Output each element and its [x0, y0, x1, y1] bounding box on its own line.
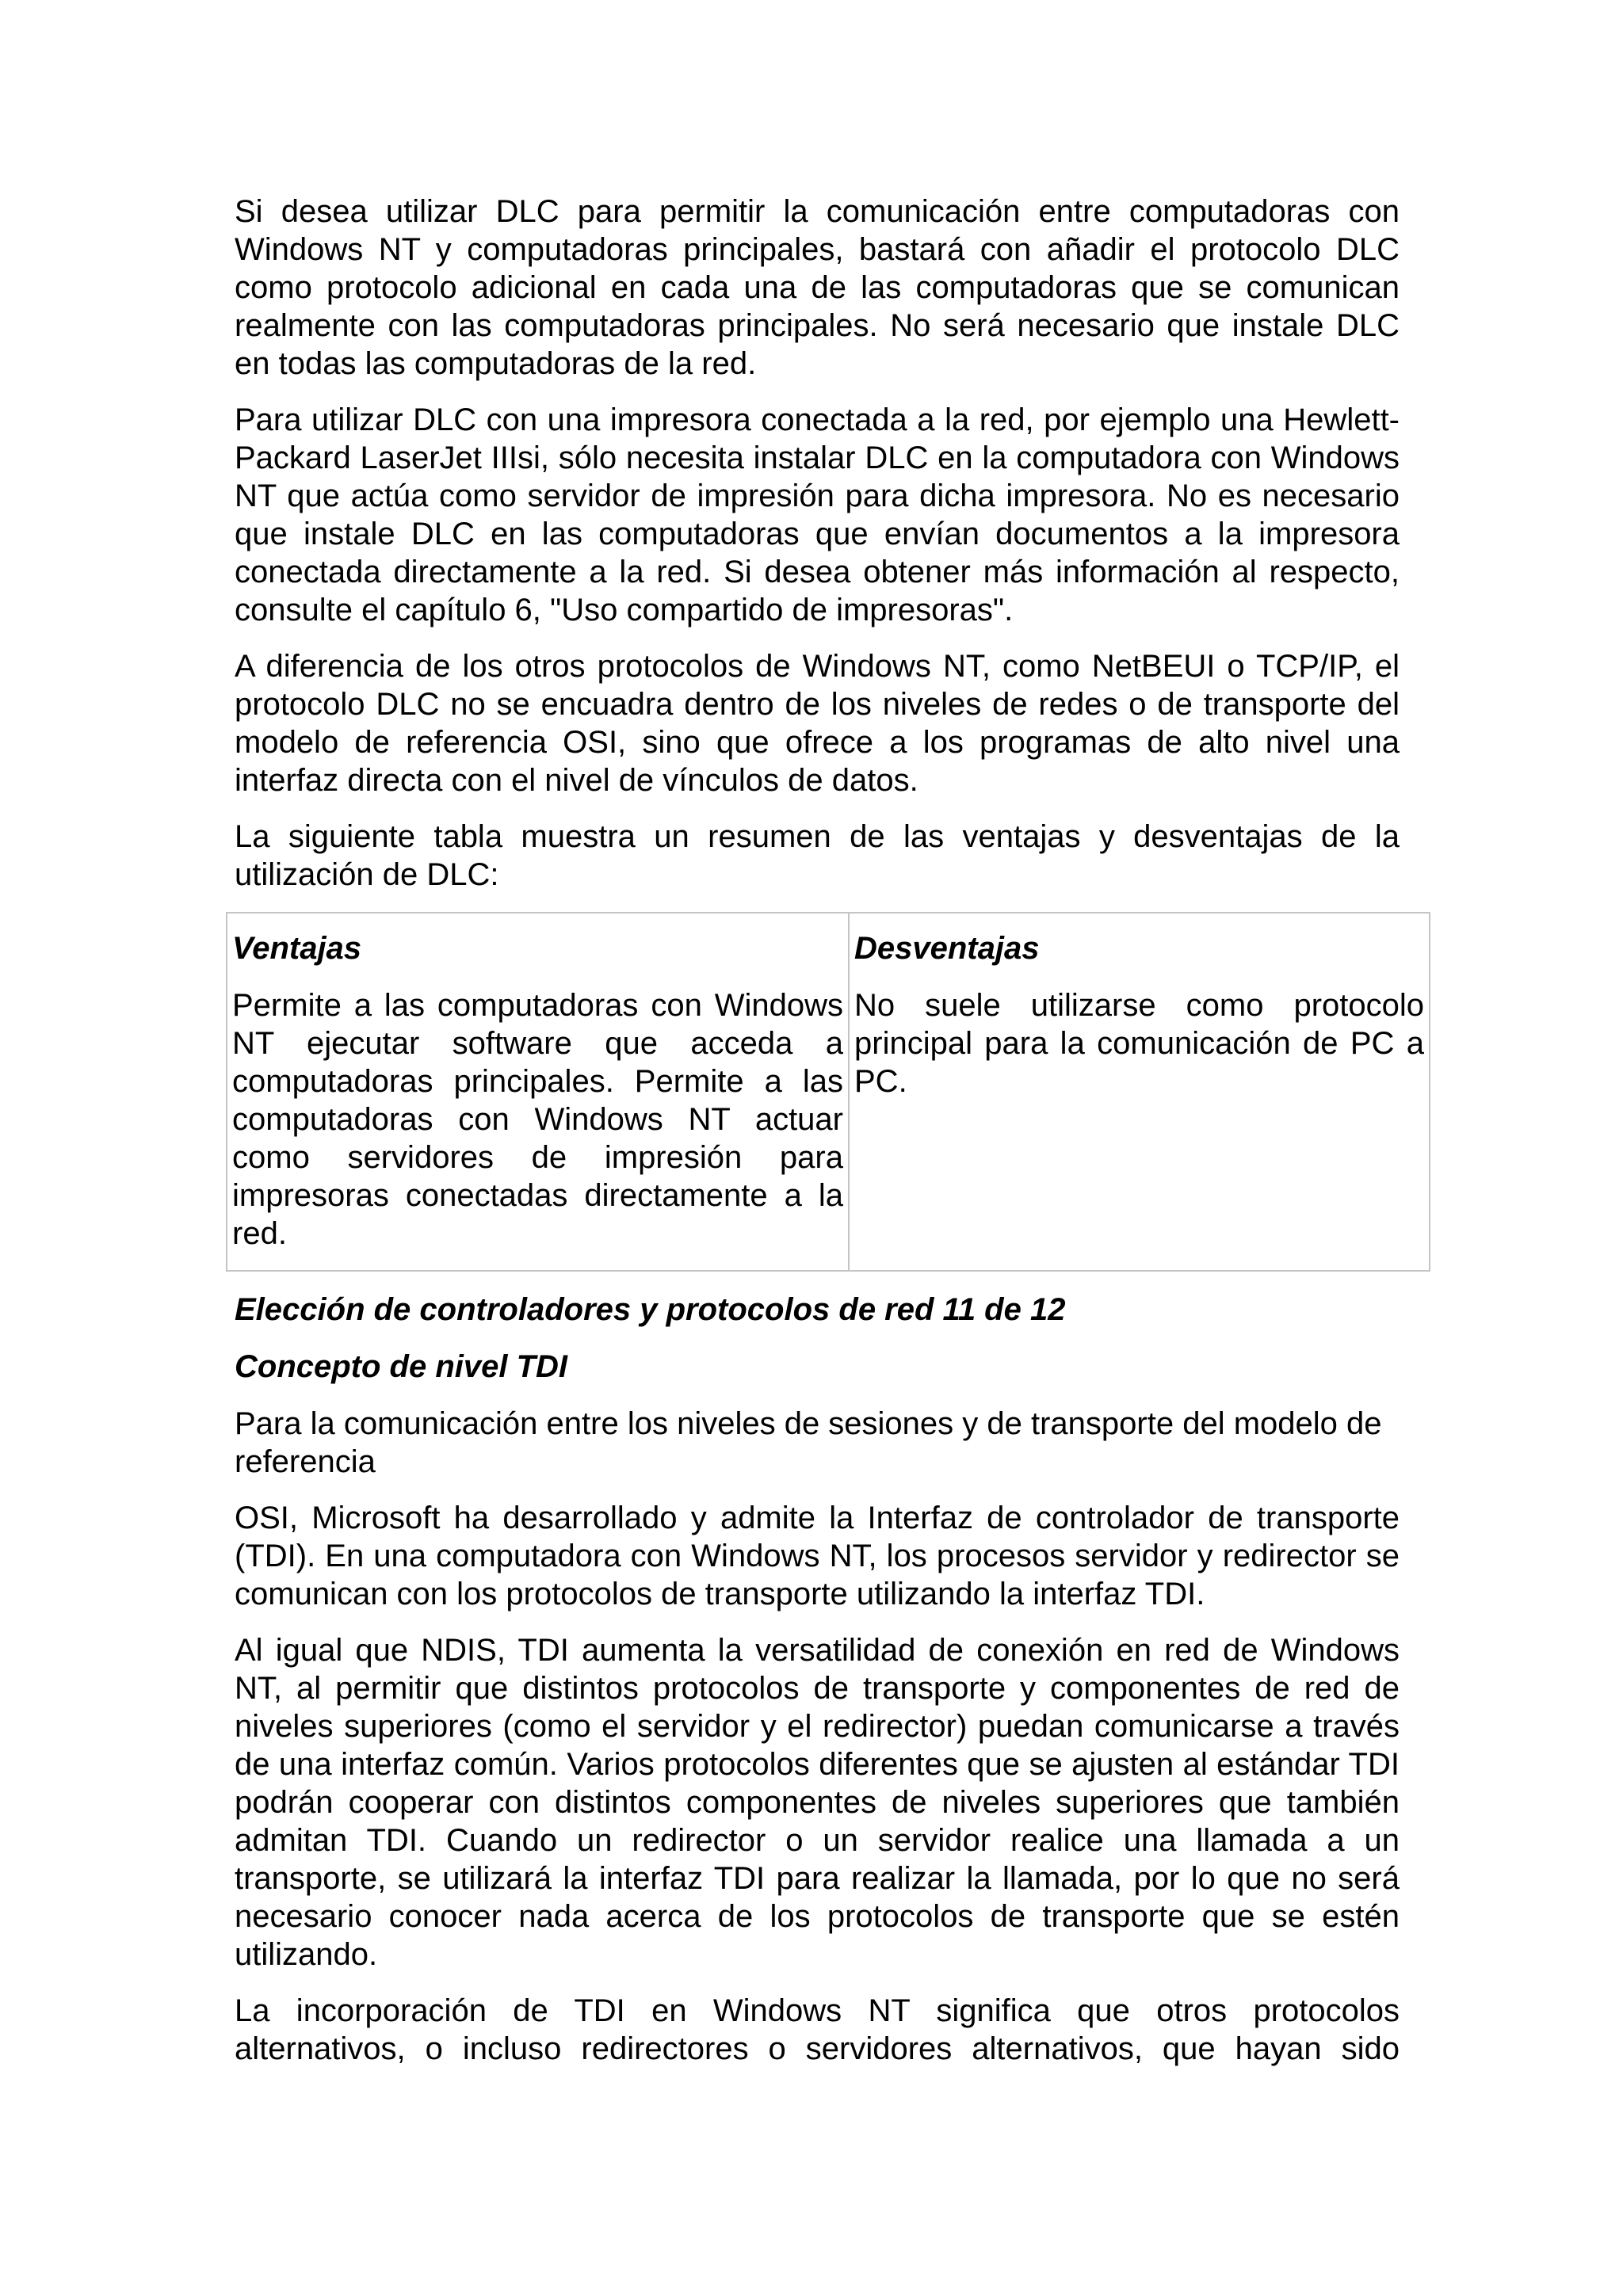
paragraph-table-intro: La siguiente tabla muestra un resumen de las ventajas y desventajas de la utilización de DLC: — [235, 819, 1400, 892]
cell-ventajas: Permite a las computadoras con Windows NT ejecutar software que acceda a computadoras principales. Permite a las computadoras con Windows NT actuar como servidores de impresión para impresoras conectadas directamente a la red. — [227, 978, 849, 1271]
table-header-row — [227, 913, 1430, 978]
paragraph-dlc-host: Si desea utilizar DLC para permitir la comunicación entre computadoras con Windows NT y computadoras principales, bastará con añadir el protocolo DLC como protocolo adicional en cada una de las computadoras que se comunican realmente con las computadoras principales. No será necesario que instale DLC en todas las computadoras de la red. — [235, 194, 1400, 381]
header-desventajas: Desventajas — [854, 931, 1040, 966]
paragraph-tdi-osi: OSI, Microsoft ha desarrollado y admite la Interfaz de controlador de transporte (TDI). En una computadora con Windows NT, los procesos servidor y redirector se comunican con los protocolos de transporte utilizando la interfaz TDI. — [235, 1501, 1400, 1611]
subsection-title: Concepto de nivel TDI — [235, 1349, 568, 1384]
paragraph-dlc-osi: A diferencia de los otros protocolos de Windows NT, como NetBEUI o TCP/IP, el protocolo DLC no se encuadra dentro de los niveles de redes o de transporte del modelo de referencia OSI, sino que ofrece a los programas de alto nivel una interfaz directa con el nivel de vínculos de datos. — [235, 649, 1400, 798]
paragraph-tdi-incorporation: La incorporación de TDI en Windows NT significa que otros protocolos alternativos, o incluso redirectores o servidores alternativos, que hayan sido — [235, 1993, 1400, 2066]
section-title: Elección de controladores y protocolos de red 11 de 12 — [235, 1292, 1066, 1327]
header-ventajas: Ventajas — [232, 931, 362, 966]
paragraph-dlc-printer: Para utilizar DLC con una impresora conectada a la red, por ejemplo una Hewlett-Packard LaserJet IIIsi, sólo necesita instalar DLC en la computadora con Windows NT que actúa como servidor de impresión para dicha impresora. No es necesario que instale DLC en las computadoras que envían documentos a la impresora conectada directamente a la red. Si desea obtener más información al respecto, consulte el capítulo 6, "Uso compartido de impresoras". — [235, 402, 1400, 627]
advantages-disadvantages-table — [226, 912, 1430, 1272]
header-cell-desventajas — [849, 913, 1430, 978]
paragraph-tdi-ndis: Al igual que NDIS, TDI aumenta la versatilidad de conexión en red de Windows NT, al permitir que distintos protocolos de transporte y componentes de red de niveles superiores (como el servidor y el redirector) puedan comunicarse a través de una interfaz común. Varios protocolos diferentes que se ajusten al estándar TDI podrán cooperar con distintos componentes de niveles superiores que también admitan TDI. Cuando un redirector o un servidor realice una llamada a un transporte, se utilizará la interfaz TDI para realizar la llamada, por lo que no será necesario conocer nada acerca de los protocolos de transporte que se estén utilizando. — [235, 1633, 1400, 1972]
header-cell-ventajas — [227, 913, 849, 978]
paragraph-tdi-intro: Para la comunicación entre los niveles de sesiones y de transporte del modelo de referencia — [235, 1406, 1382, 1479]
document-page — [232, 193, 1424, 2086]
cell-desventajas: No suele utilizarse como protocolo principal para la comunicación de PC a PC. — [849, 978, 1430, 1271]
table-row — [227, 978, 1430, 1271]
advantages-table-wrapper — [226, 912, 1424, 1272]
